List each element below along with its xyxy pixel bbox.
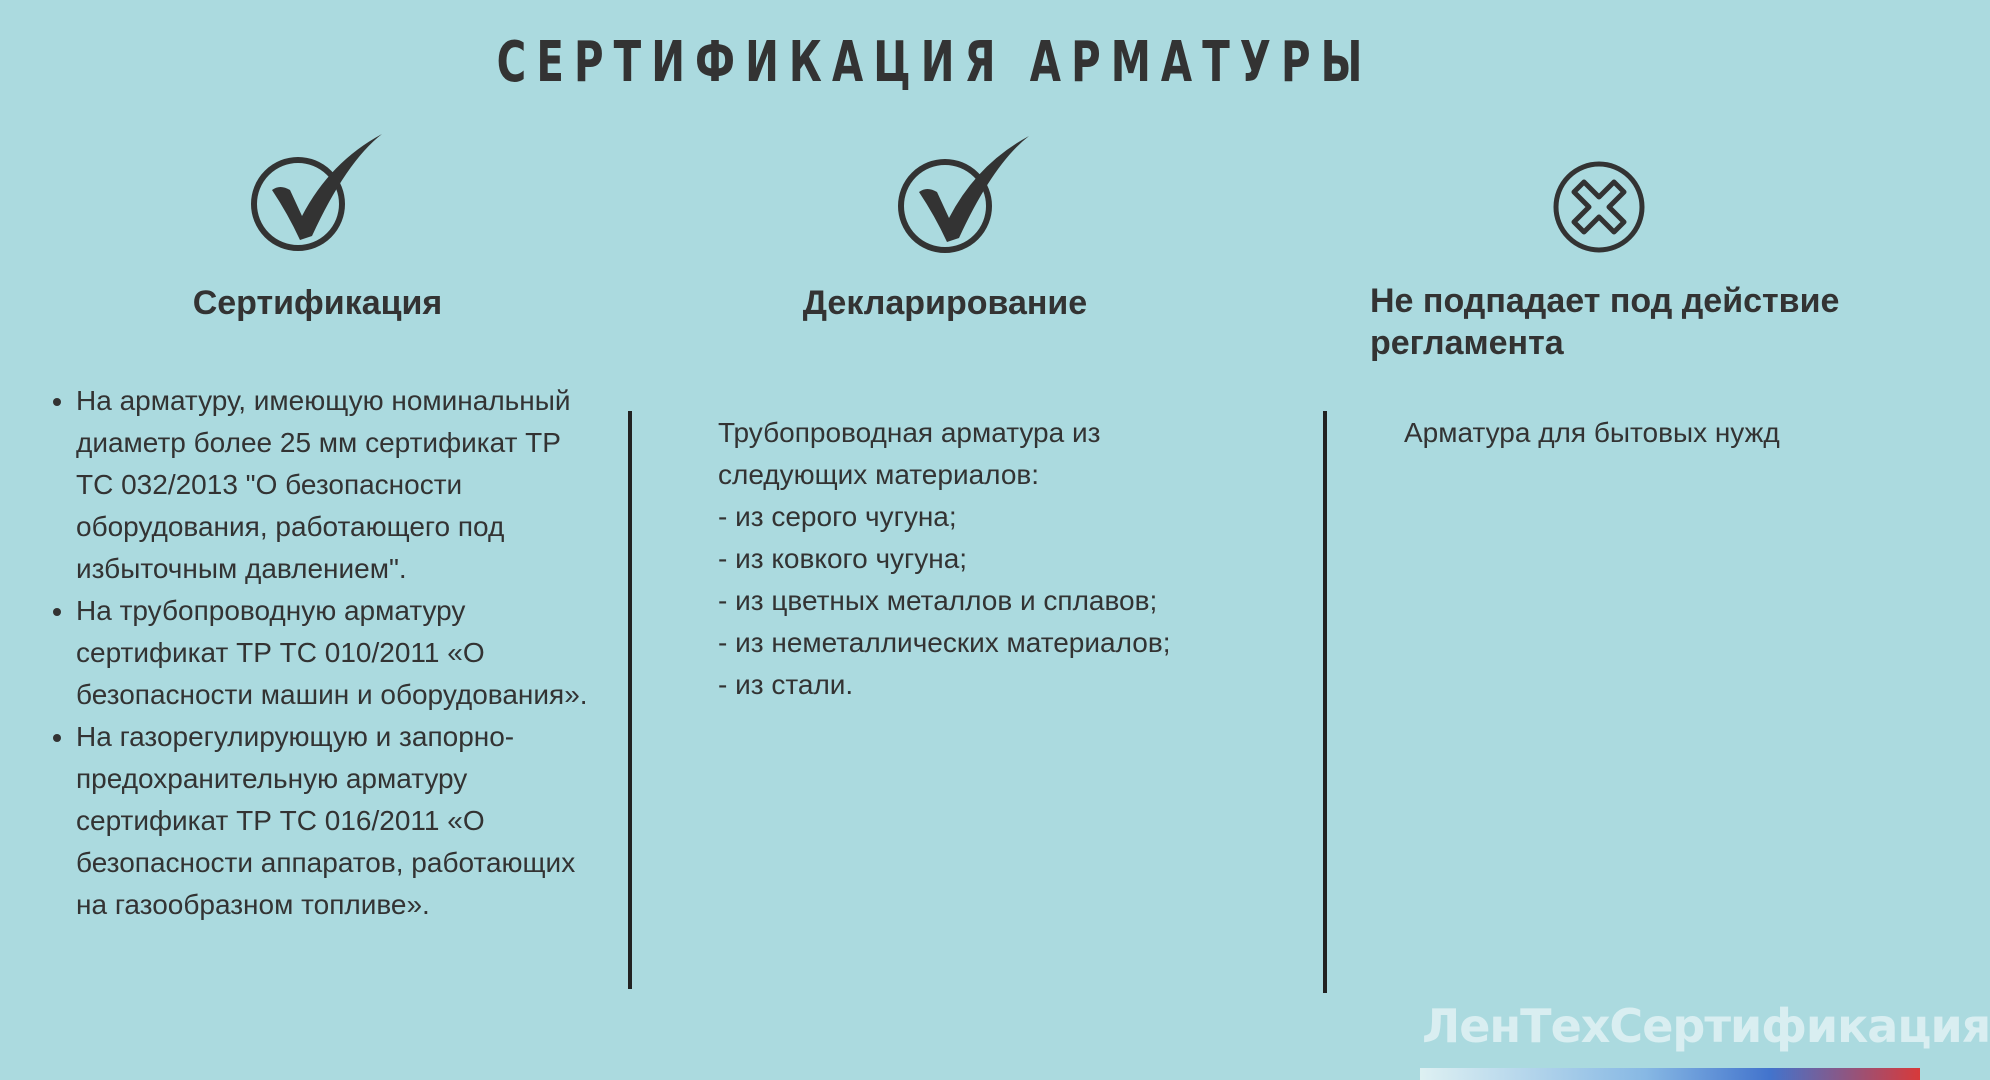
text-line: - из серого чугуна; [718,501,957,532]
heading-not-regulated: Не подпадает под действие регламента [1370,282,1840,362]
text-line: следующих материалов: [718,459,1040,490]
column-divider [628,411,632,989]
x-circle-icon [1552,160,1646,254]
slide-title: СЕРТИФИКАЦИЯ АРМАТУРЫ [496,30,1373,95]
text-line: - из стали. [718,669,854,700]
logo-stripe [1420,1068,1920,1080]
heading-certification: Сертификация [192,284,443,322]
text-line: - из неметаллических материалов; [718,627,1171,658]
check-circle-icon [250,132,386,254]
declaration-text [718,412,1238,706]
company-logo [1420,995,1990,1080]
check-circle-icon [897,134,1033,256]
text-line: - из ковкого чугуна; [718,543,968,574]
certification-list [48,380,598,926]
list-item: • На арматуру, имеющую номинальный диаметр более 25 мм сертификат ТР ТС 032/2013 "О безопасности оборудования, работающего под избыточным давлением". [76,380,598,590]
list-item: • На трубопроводную арматуру сертификат ТР ТС 010/2011 «О безопасности машин и оборудования». [76,590,598,716]
text-line: - из цветных металлов и сплавов; [718,585,1158,616]
text-line: Трубопроводная арматура из [718,417,1101,448]
heading-declaration: Декларирование [802,284,1088,322]
column-divider [1323,411,1327,993]
list-item: • На газорегулирующую и запорно-предохранительную арматуру сертификат ТР ТС 016/2011 «О безопасности аппаратов, работающих на газообразном топливе». [76,716,598,926]
logo-text: ЛенТехСертификация [1422,999,1990,1053]
not-regulated-text: Арматура для бытовых нужд [1404,417,1780,448]
